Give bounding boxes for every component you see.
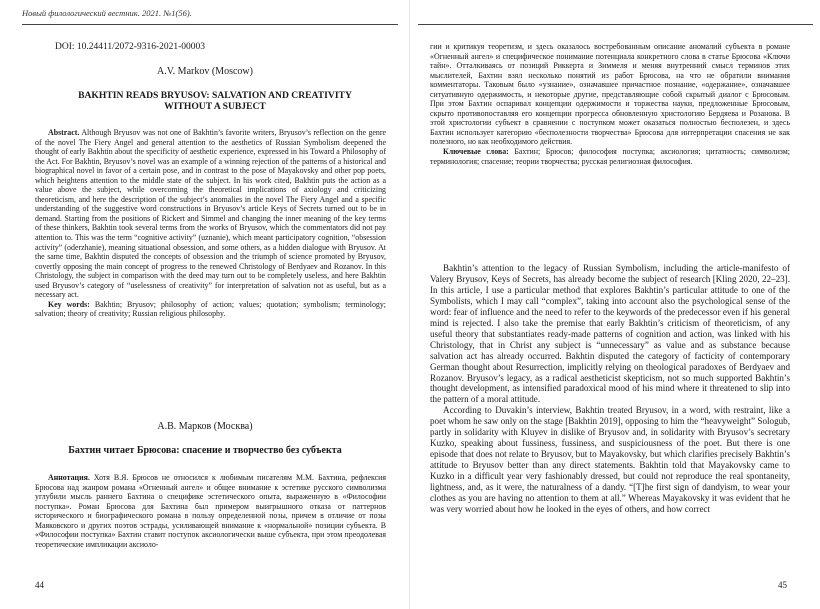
body-paragraph-1: Bakhtin’s attention to the legacy of Russian Symbolism, including the article-manifesto of Valery Bryusov, Keys of Secrets, has already become the subject of research [Kling 2020, 22–23]. In this article, I use a particular method that explores Bakhtin’s particular attitude to one of the Symbolists, which I may call “complex”, taking into account also the psychological sense of the word: fear of influence and the need to refer to the keywords of the predecessor even if his general mind is rejected. I also take the premise that early Bakhtin’s criticism of theoreticism, of any useful theory that substantiates ready-made patterns of cognition and action, was linked with his Christology, that in Christ any subject is “unnecessary” as value and as substance because salvation act has already occurred. Bakhtin disputed the category of facticity of contemporary German thought about Resurrection, implicitly relying on theological paradoxes of Berdyaev and Rozanov. Bryusov’s legacy, as a radical aestheticist skepticism, not so much supported Bakhtin’s thought development, as intensified paradoxical mood of his mind where it threatened to slip into the pattern of a moral attitude. <box>430 263 790 405</box>
keywords-label: Key words: <box>48 299 90 309</box>
annotation-label: Аннотация. <box>48 473 90 482</box>
author-ru: А.В. Марков (Москва) <box>157 421 253 432</box>
title-ru: Бахтин читает Брюсова: спасение и творчество без субъекта <box>68 445 342 456</box>
annotation-cont-text: гии и критикуя теоретизм, и здесь оказалось востребованным описание аномалий субъекта в романе «Огненный ангел» и специфическое понимание потенциала конкретного слова в статье Брюсова «Ключи тайн». Отталкиваясь от позиций Риккерта и Зиммеля и меняя внутренний смысл терминов этих мыслителей, Бахтин взял несколько понятий из работ Брюсова, на что не обратили внимания комментаторы. Таковым было «узнание», означавшее причастное познание, «одержание», означавшее ситуативную одержимость, и некоторые другие, представляющие собой скрытый диалог с Брюсовым. При этом Бахтин оспаривал концепции одержимости и торжества науки, предложенные Брюсовым, скрыто противопоставляя его концепции прогресса обновленную христологию Бердяева и Розанова. В этой христологии субъект в сравнении с поступком может оказаться полностью бесполезен, и здесь Бахтин использует категорию «бесполезности творчества» Брюсова для интерпретации спасения не как полезного, но как необходимого действия. <box>430 42 790 147</box>
right-page <box>410 0 820 609</box>
article-body <box>430 263 790 515</box>
body-paragraph-2: According to Duvakin’s interview, Bakhtin treated Bryusov, in a word, with restraint, like a poet whom he saw only on the stage [Bakhtin 2019], opposing to him the “heavyweight” Sologub, partly in solidarity with Kluyev in dislike of Bryusov and, in solidarity with Bryusov’s secretary Kuzko, speaking about fussiness, fussiness, and suspiciousness of the poet. But there is one episode that does not relate to Bryusov, but to Mayakovsky, but which clarifies precisely Bakhtin’s attitude to Bryusov better than any direct statements. Bakhtin told that Mayakovsky came to Kuzko in a difficult year very fashionably dressed, but could not reproduce the real spontaneity, lightness, and, as it were, the naturalness of a dandy. “[T]he first sign of dandyism, to wear your clothes as you are having no attention to them at all.” Whereas Mayakovsky it was evident that he was very worried about how he looked in the eyes of others, and how correct <box>430 405 790 514</box>
running-head: Новый филологический вестник. 2021. №1(56). <box>22 8 192 18</box>
page-number-right: 45 <box>778 580 787 590</box>
author-en: A.V. Markov (Moscow) <box>157 66 253 77</box>
abstract-en <box>35 128 386 319</box>
annotation-text: Хотя В.Я. Брюсов не относился к любимым писателям М.М. Бахтина, рефлексия Брюсова над жанром романа «Огненный ангел» и общее внимание к эстетике русского символизма углубили мысль раннего Бахтина о специфике эстетического опыта, выраженную в «Философии поступка». Роман Брюсова для Бахтина был примером выигрышного отказа от паттернов исторического и биографического романа в пользу определенной позы, причем в отличие от позы Маяковского и других поэтов эстрады, усиливающей внимание к «нормальной» позиции субъекта. В «Философии поступка» Бахтин ставит поступок аксиологически выше субъекта, при этом преодолевая теоретические импликации аксиоло- <box>35 473 386 549</box>
doi: DOI: 10.24411/2072-9316-2021-00003 <box>55 42 206 52</box>
header-rule <box>22 24 398 25</box>
annotation-ru-continued <box>430 42 790 166</box>
keywords-ru-text: Бахтин; Брюсов; философия поступка; аксиология; цитатность; символизм; терминология; спасение; теории творчества; русская религиозная философия. <box>430 147 790 166</box>
title-en <box>55 90 375 112</box>
abstract-text: Although Bryusov was not one of Bakhtin’s favorite writers, Bryusov’s reflection on the genre of the novel The Fiery Angel and general attention to the aesthetics of Russian Symbolism deepened the thought of early Bakhtin about the specificity of aesthetic experience, expressed in his Toward a Philosophy of the Act. For Bakhtin, Bryusov’s novel was an example of a winning rejection of the patterns of a historical and biographical novel in favor of a certain pose, and in contrast to the pose of Mayakovsky and other pop poets, which heightens attention to the middle state of the subject. In his work cited, Bakhtin puts the action as a value above the subject, while overcoming the theoretical implications of axiology and criticizing theoreticism, and here the description of the subject’s anomalies in the novel The Fiery Angel and a specific understanding of the suggestive word constructions in Bryusov’s article Keys of Secrets turned out to be in demand. Starting from the positions of Rickert and Simmel and changing the inner meaning of the key terms of these thinkers, Bakhtin took several terms from the works of Bryusov, which the commentators did not pay attention to. This was the term “cognitive activity” (uznanie), which meant participatory cognition, “obsession activity” (oderzhanie), meaning situational obsession, and some others, as a hidden dialogue with Bryusov. At the same time, Bakhtin disputed the concepts of obsession and the triumph of science promoted by Bryusov, covertly opposing the main concept of progress to the renewed Christology of Berdyaev and Rozanov. In this Christology, the subject in comparison with the deed may turn out to be completely useless, and here Bakhtin used Bryusov’s category of “uselessness of creativity” for interpretation of salvation not as useful, but as a necessary act. <box>35 128 386 300</box>
page-number-left: 44 <box>35 580 44 590</box>
annotation-ru <box>35 473 386 549</box>
title-en-line-1: BAKHTIN READS BRYUSOV: SALVATION AND CREATIVITY <box>78 90 352 101</box>
abstract-label: Abstract. <box>48 128 80 137</box>
header-rule-right <box>418 24 813 25</box>
keywords-ru-label: Ключевые слова: <box>443 147 509 157</box>
title-en-line-2: WITHOUT A SUBJECT <box>164 101 266 112</box>
keywords-text: Bakhtin; Bryusov; philosophy of action; values; quotation; symbolism; terminology; salvation; theory of creativity; Russian religious philosophy. <box>35 299 386 319</box>
